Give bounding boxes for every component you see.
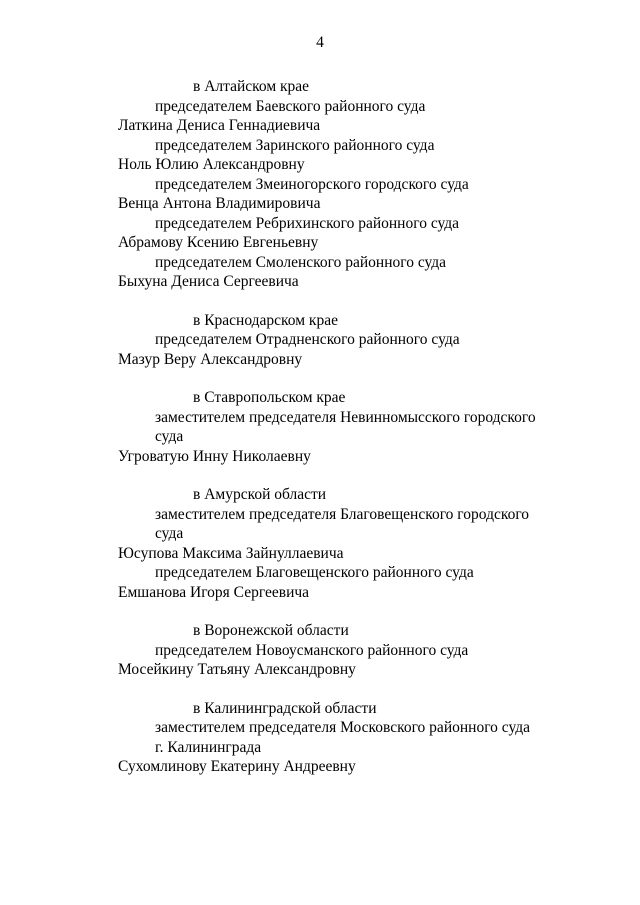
- court-position: председателем Баевского районного суда: [155, 97, 426, 115]
- region-heading: в Алтайском крае: [193, 78, 310, 95]
- region-section: [0, 621, 640, 680]
- court-position: суда: [155, 525, 184, 542]
- court-position: председателем Новоусманского районного суда: [155, 641, 469, 659]
- region-heading: в Амурской области: [193, 486, 327, 503]
- region-heading: в Калининградской области: [193, 699, 377, 717]
- person-name: Юсупова Максима Зайнуллаевича: [118, 544, 344, 562]
- person-name: Угроватую Инну Николаевну: [118, 447, 311, 465]
- region-section: [0, 388, 640, 466]
- person-name: Мосейкину Татьяну Александровну: [118, 661, 356, 678]
- person-name: Венца Антона Владимировича: [118, 195, 321, 212]
- person-name: Сухомлинову Екатерину Андреевну: [118, 758, 356, 775]
- region-section: [0, 485, 640, 602]
- person-name: Емшанова Игоря Сергеевича: [118, 583, 310, 601]
- region-section: [0, 699, 640, 777]
- region-section: [0, 311, 640, 370]
- region-section: [0, 77, 640, 292]
- court-position: председателем Заринского районного суда: [155, 136, 435, 154]
- court-position: председателем Змеиногорского городского суда: [155, 175, 469, 193]
- person-name: Быхуна Дениса Сергеевича: [118, 273, 299, 290]
- person-name: Латкина Дениса Геннадиевича: [118, 117, 321, 134]
- region-heading: в Краснодарском крае: [193, 311, 338, 329]
- court-position: председателем Смоленского районного суда: [155, 253, 447, 271]
- region-heading: в Ставропольском крае: [193, 389, 346, 406]
- region-heading: в Воронежской области: [193, 622, 349, 639]
- court-position: г. Калининграда: [155, 738, 262, 756]
- court-position: заместителем председателя Благовещенского городского: [155, 505, 530, 523]
- court-position: председателем Отрадненского районного суда: [155, 331, 460, 348]
- court-position: председателем Благовещенского районного суда: [155, 564, 474, 581]
- appointments-list: [0, 77, 640, 796]
- person-name: Абрамову Ксению Евгеньевну: [118, 234, 319, 251]
- person-name: Ноль Юлию Александровну: [118, 156, 305, 173]
- court-position: заместителем председателя Невинномысского городского: [155, 408, 536, 426]
- court-position: председателем Ребрихинского районного суда: [155, 214, 460, 232]
- person-name: Мазур Веру Александровну: [118, 350, 303, 368]
- court-position: заместителем председателя Московского районного суда: [155, 719, 531, 736]
- page-number: 4: [316, 34, 324, 51]
- court-position: суда: [155, 428, 184, 445]
